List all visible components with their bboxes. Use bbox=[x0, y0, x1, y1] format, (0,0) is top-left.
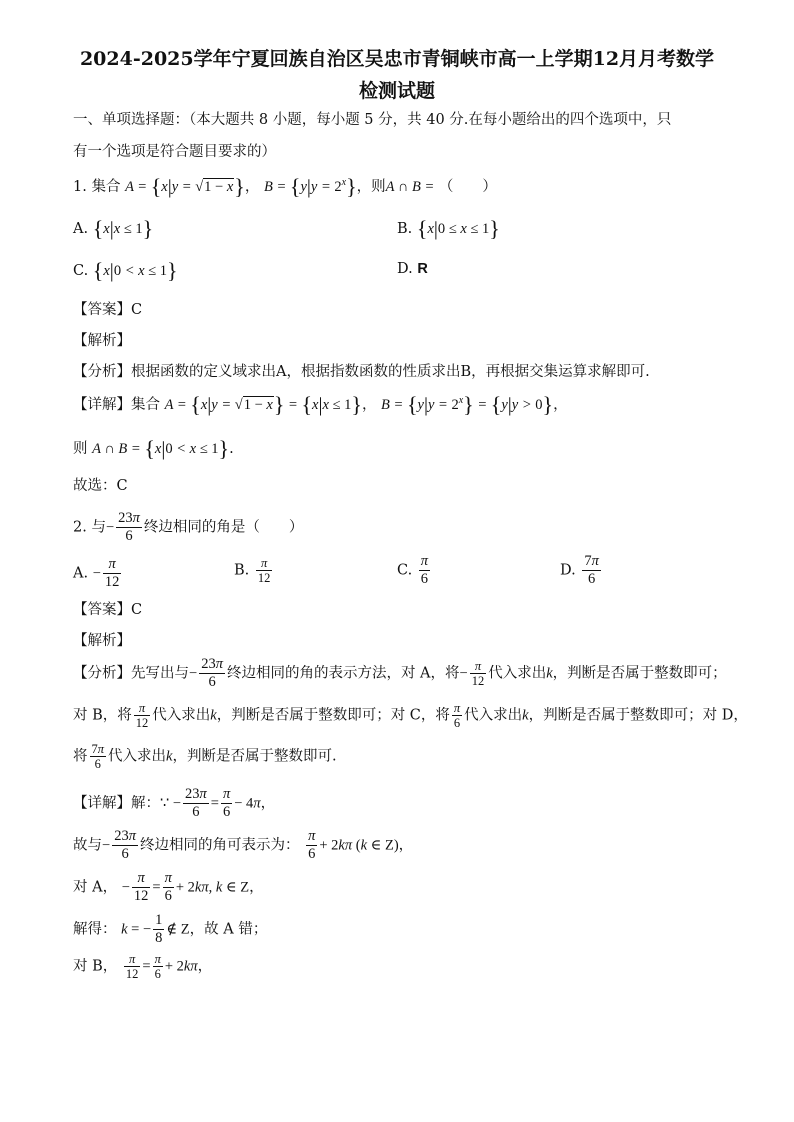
text: ，判断是否属于整数即可. bbox=[172, 748, 337, 765]
fraction-pi-12: $\frac{\pi}{12}$ bbox=[471, 659, 485, 688]
option-value: R bbox=[417, 261, 428, 277]
q2-option-c bbox=[397, 553, 432, 588]
set-b-formula: $B = \{y|y = 2^x\}$ bbox=[263, 174, 357, 199]
q2-option-b bbox=[234, 556, 274, 585]
option-formula: {x|x ≤ 1} bbox=[92, 216, 154, 241]
fraction-23pi-6: $\frac{23\pi}{6}$ bbox=[118, 510, 140, 544]
q1-option-c bbox=[73, 258, 178, 284]
text: ，判断是否属于整数即可； bbox=[552, 665, 727, 682]
analysis-label: 【分析】 bbox=[73, 665, 131, 682]
text: 代入求出 bbox=[152, 707, 211, 724]
option-fraction: $\frac{\pi}{12}$ bbox=[104, 556, 120, 590]
option-label: D. bbox=[560, 562, 576, 579]
q2-analysis-line-3: 将 $\frac{7\pi}{6}$ 代入求出k，判断是否属于整数即可. bbox=[73, 742, 337, 771]
result-formula: A ∩ B = {x|0 < x ≤ 1} bbox=[92, 436, 230, 461]
text: 故与 bbox=[73, 837, 102, 854]
text: 对 B，将 bbox=[73, 707, 132, 724]
q2-answer: 【答案】C bbox=[73, 602, 143, 618]
q1-comma: ， bbox=[244, 179, 260, 195]
text: 代入求出 bbox=[488, 665, 547, 682]
q1-answer: 【答案】C bbox=[73, 302, 143, 318]
option-label: A. bbox=[73, 565, 89, 582]
analysis-text: 根据函数的定义域求出A，根据指数函数的性质求出B，再根据交集运算求解即可. bbox=[131, 364, 650, 380]
option-label: C. bbox=[397, 562, 413, 579]
q2-analysis-line-2: 对 B，将 $\frac{\pi}{12}$ 代入求出k，判断是否属于整数即可；对 C，将 $\frac{\pi}{6}$ 代入求出k，判断是否属于整数即可；对 D， bbox=[73, 701, 748, 730]
option-fraction: $\frac{7\pi}{6}$ bbox=[584, 553, 599, 587]
text: ，判断是否属于整数即可；对 C，将 bbox=[216, 707, 450, 724]
detail-formula-b: $B = \{y|y = 2^x\} = \{y|y > 0\}$ bbox=[381, 392, 554, 417]
q1-analysis-title: 【解析】 bbox=[73, 333, 131, 349]
q2-detail-line-1: 【详解】解：∵ − $\frac{23\pi}{6}$ = $\frac{\pi}{6}$ − 4π， bbox=[73, 786, 276, 820]
q1-option-d bbox=[397, 261, 428, 277]
text: 终边相同的角的表示方法，对 A，将 bbox=[226, 665, 460, 682]
text: 先写出与 bbox=[131, 665, 189, 682]
fraction-7pi-6: $\frac{7\pi}{6}$ bbox=[91, 742, 105, 771]
option-label: B. bbox=[397, 221, 413, 237]
page-title: 2024-2025学年宁夏回族自治区吴忠市青铜峡市高一上学期12月月考数学 bbox=[79, 48, 715, 70]
fraction-pi-6: $\frac{\pi}{6}$ bbox=[308, 828, 316, 862]
text: 代入求出 bbox=[464, 707, 523, 724]
q1-prefix: 1. 集合 bbox=[73, 179, 121, 195]
detail-label: 【详解】集合 bbox=[73, 397, 160, 413]
q2-option-a: A. − $\frac{\pi}{12}$ bbox=[73, 556, 120, 590]
option-fraction: $\frac{\pi}{12}$ bbox=[257, 556, 271, 585]
text: 代入求出 bbox=[108, 748, 167, 765]
analysis-label: 【分析】 bbox=[73, 364, 131, 380]
fraction-pi-6: $\frac{\pi}{6}$ bbox=[453, 701, 461, 730]
text: 解得： bbox=[73, 921, 117, 938]
set-a-formula: A = {x|y = √1 − x} bbox=[125, 174, 245, 199]
q2-detail-line-2: 故与− $\frac{23\pi}{6}$ 终边相同的角可表示为： $\frac{\pi}{6}$ + 2kπ (k ∈ Z)， bbox=[73, 828, 414, 862]
q1-option-a bbox=[73, 216, 153, 242]
q2-option-d bbox=[560, 553, 603, 588]
option-label: C. bbox=[73, 263, 89, 279]
q2-analysis-title: 【解析】 bbox=[73, 633, 131, 649]
q1-paren: （ ） bbox=[438, 179, 497, 195]
fraction-pi-12: $\frac{\pi}{12}$ bbox=[135, 701, 149, 730]
detail-formula-a: A = {x|y = √1 − x} = {x|x ≤ 1} bbox=[164, 392, 362, 417]
text: 对 B， bbox=[73, 958, 118, 975]
option-fraction: $\frac{\pi}{6}$ bbox=[420, 553, 429, 587]
q1-option-b bbox=[397, 216, 500, 242]
q2-detail-line-3: 对 A， − $\frac{\pi}{12}$ = $\frac{\pi}{6}$ + 2kπ, k ∈ Z， bbox=[73, 870, 264, 904]
fraction-pi-12: $\frac{\pi}{12}$ bbox=[125, 952, 139, 981]
q1-suffix: ，则 bbox=[356, 179, 386, 195]
text: ，故 A 错； bbox=[189, 921, 268, 938]
section-intro: 一、单项选择题：（本大题共 8 小题，每小题 5 分，共 40 分.在每小题给出的四个选项中，只 bbox=[73, 112, 672, 128]
option-formula: {x|0 < x ≤ 1} bbox=[92, 258, 178, 283]
question-2-stem: 2. 与− $\frac{23\pi}{6}$ 终边相同的角是（ ） bbox=[73, 510, 304, 544]
intersection-formula: A ∩ B = bbox=[385, 179, 435, 195]
page-subtitle: 检测试题 bbox=[358, 80, 435, 102]
text: ，判断是否属于整数即可；对 D， bbox=[528, 707, 748, 724]
text: 将 bbox=[73, 748, 88, 765]
q2-suffix: 终边相同的角是（ ） bbox=[143, 519, 304, 536]
text: 终边相同的角可表示为： bbox=[139, 837, 300, 854]
option-label: D. bbox=[397, 261, 413, 277]
detail-label: 【详解】解： bbox=[73, 795, 160, 812]
q2-prefix: 2. 与 bbox=[73, 519, 106, 536]
q2-analysis-line-1: 【分析】先写出与− $\frac{23\pi}{6}$ 终边相同的角的表示方法，对 A，将− $\frac{\pi}{12}$ 代入求出k，判断是否属于整数即可； bbox=[73, 656, 727, 690]
option-label: B. bbox=[234, 562, 250, 579]
then-label: 则 bbox=[73, 441, 88, 457]
question-1-stem bbox=[73, 174, 497, 200]
section-intro-cont: 有一个选项是符合题目要求的） bbox=[73, 144, 276, 160]
fraction-pi-12: $\frac{\pi}{12}$ bbox=[133, 870, 149, 904]
q1-detail: 【详解】集合 A = {x|y = √1 − x} = {x|x ≤ 1}， $B = \{y|y = 2^x\} = \{y|y > 0\}$， bbox=[73, 392, 568, 417]
fraction-pi-6: $\frac{\pi}{6}$ bbox=[164, 870, 172, 904]
option-formula: {x|0 ≤ x ≤ 1} bbox=[416, 216, 500, 241]
fraction-23pi-6: $\frac{23\pi}{6}$ bbox=[201, 656, 223, 690]
fraction-1-8: $\frac{1}{8}$ bbox=[155, 912, 163, 946]
fraction-23pi-6: $\frac{23\pi}{6}$ bbox=[114, 828, 136, 862]
fraction-23pi-6: $\frac{23\pi}{6}$ bbox=[185, 786, 207, 820]
fraction-pi-6: $\frac{\pi}{6}$ bbox=[222, 786, 231, 820]
text: 对 A， bbox=[73, 879, 118, 896]
fraction-pi-6: $\frac{\pi}{6}$ bbox=[154, 952, 161, 981]
q1-analysis bbox=[73, 360, 650, 381]
q2-detail-line-5: 对 B， $\frac{\pi}{12}$ = $\frac{\pi}{6}$ + 2kπ， bbox=[73, 952, 213, 981]
option-label: A. bbox=[73, 221, 89, 237]
q1-choose: 故选：C bbox=[73, 478, 128, 494]
q2-detail-line-4: 解得： k = − $\frac{1}{8}$ ∉ Z，故 A 错； bbox=[73, 912, 268, 946]
q1-detail-result: 则 A ∩ B = {x|0 < x ≤ 1}. bbox=[73, 436, 234, 461]
